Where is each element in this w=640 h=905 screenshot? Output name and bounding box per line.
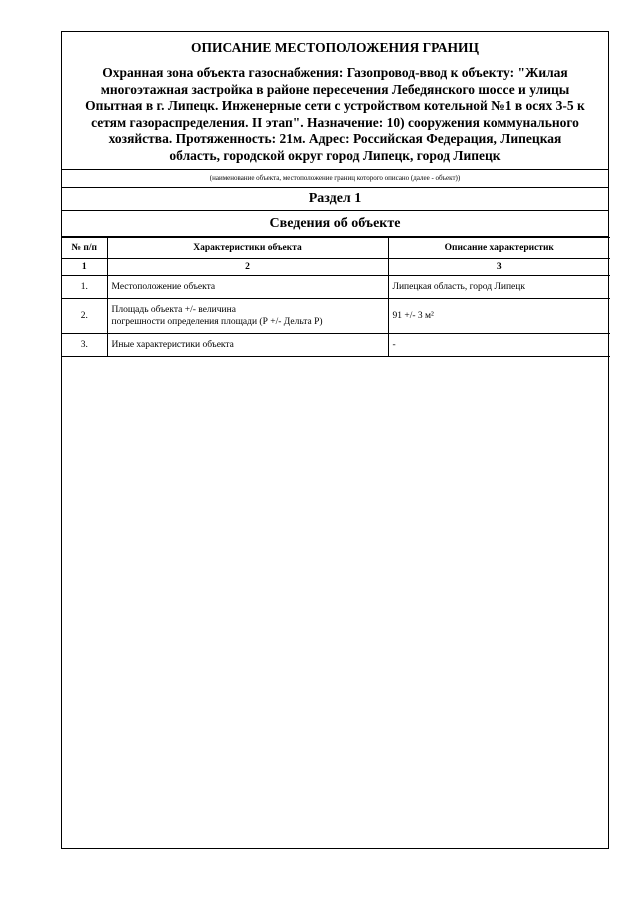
- row-number: 3.: [62, 334, 107, 357]
- object-description-line: сетям газораспределения. II этап". Назначение: 10) сооружения коммунального: [91, 114, 579, 130]
- object-description-line: хозяйства. Протяженность: 21м. Адрес: Российская Федерация, Липецкая: [108, 131, 562, 146]
- column-header-description: Описание характеристик: [388, 238, 610, 259]
- row-characteristic-text-line2: погрешности определения площади (Р +/- Дельта Р): [111, 317, 323, 327]
- row-characteristic-text: Площадь объекта +/- величина: [111, 305, 236, 315]
- column-header-number: № п/п: [62, 238, 107, 259]
- column-number: 1: [62, 259, 107, 276]
- section-title: Раздел 1: [62, 188, 608, 211]
- object-description-line: многоэтажная застройка в районе пересечения Лебедянского шоссе и улицы: [100, 81, 570, 97]
- object-description-line: область, городской округ город Липецк, город Липецк: [169, 147, 501, 163]
- row-characteristic: [107, 299, 388, 334]
- table-row: [62, 276, 610, 299]
- row-characteristic: [107, 334, 388, 357]
- row-description: 91 +/- 3 м²: [388, 299, 610, 334]
- table-row: [62, 334, 610, 357]
- row-characteristic-text: Местоположение объекта: [111, 282, 216, 292]
- title-block: [62, 32, 608, 170]
- object-description-line: Охранная зона объекта газоснабжения: Газопровод-ввод к объекту: "Жилая: [102, 65, 568, 80]
- column-header-characteristic: Характеристики объекта: [107, 238, 388, 259]
- row-number: 1.: [62, 276, 107, 299]
- page-title: ОПИСАНИЕ МЕСТОПОЛОЖЕНИЯ ГРАНИЦ: [191, 40, 479, 55]
- section-subtitle: Сведения об объекте: [62, 211, 608, 237]
- object-description-line: Опытная в г. Липецк. Инженерные сети с устройством котельной №1 в осях 3-5 к: [85, 98, 585, 113]
- row-characteristic: [107, 276, 388, 299]
- column-number: 2: [107, 259, 388, 276]
- object-description: [66, 65, 604, 164]
- row-description: -: [388, 334, 610, 357]
- table-header-row: [62, 238, 610, 259]
- characteristics-table: [62, 237, 610, 357]
- row-characteristic-text: Иные характеристики объекта: [111, 340, 234, 350]
- object-caption: (наименование объекта, местоположение границ которого описано (далее - объект)): [62, 170, 608, 188]
- column-number: 3: [388, 259, 610, 276]
- row-description: Липецкая область, город Липецк: [388, 276, 610, 299]
- document-sheet: [61, 31, 609, 849]
- column-number-row: [62, 259, 610, 276]
- row-number: 2.: [62, 299, 107, 334]
- table-row: [62, 299, 610, 334]
